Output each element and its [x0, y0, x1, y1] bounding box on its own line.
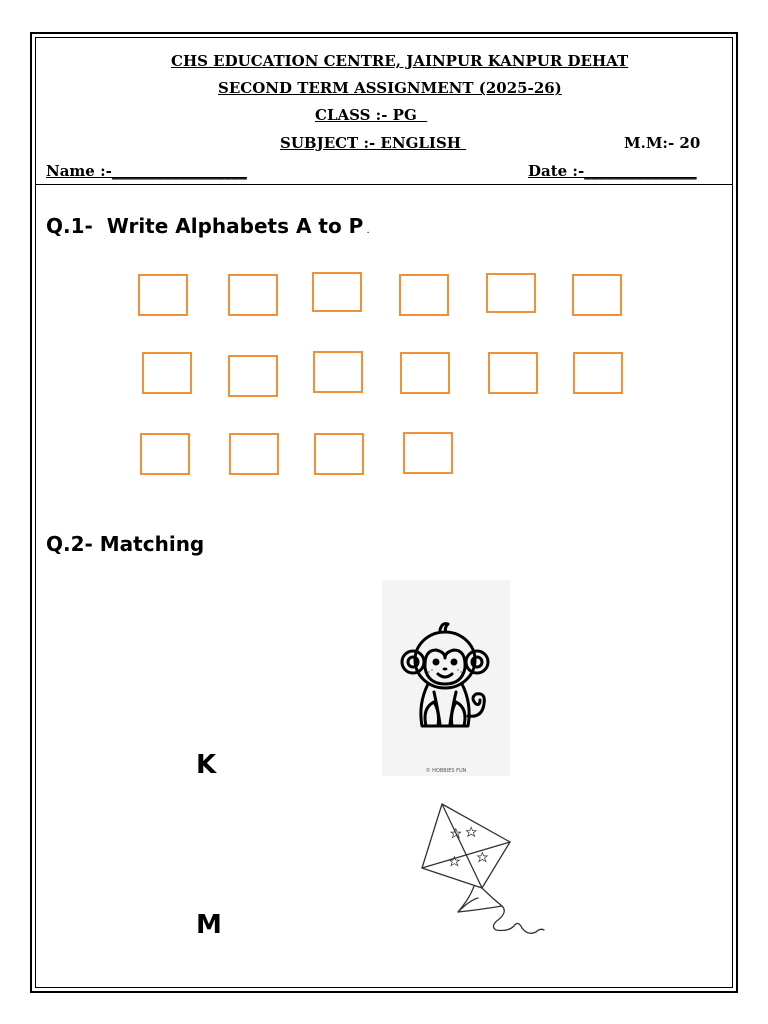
school-name: CHS EDUCATION CENTRE, JAINPUR KANPUR DEHAT	[171, 52, 629, 70]
answer-box[interactable]	[486, 273, 536, 313]
question-1-title: Q.1- Write Alphabets A to P .	[46, 214, 370, 238]
answer-box[interactable]	[142, 352, 192, 394]
question-2-title: Q.2- Matching	[46, 532, 205, 556]
answer-box[interactable]	[573, 352, 623, 394]
answer-box[interactable]	[140, 433, 190, 475]
matching-letter-k: K	[196, 750, 217, 780]
monkey-picture[interactable]	[382, 580, 510, 776]
answer-box[interactable]	[313, 351, 363, 393]
monkey-credit: © HOBBIES FUN	[425, 768, 467, 774]
answer-box[interactable]	[228, 355, 278, 397]
monkey-icon	[382, 580, 510, 776]
answer-box[interactable]	[488, 352, 538, 394]
answer-box[interactable]	[403, 432, 453, 474]
answer-box[interactable]	[399, 274, 449, 316]
answer-box[interactable]	[138, 274, 188, 316]
kite-icon	[418, 802, 548, 942]
class-label: CLASS :- PG	[315, 106, 428, 124]
assignment-title: SECOND TERM ASSIGNMENT (2025-26)	[218, 79, 562, 97]
answer-box[interactable]	[400, 352, 450, 394]
name-field: Name :-__________________	[46, 162, 247, 180]
answer-box[interactable]	[229, 433, 279, 475]
date-field: Date :-_______________	[528, 162, 697, 180]
subject-label: SUBJECT :- ENGLISH	[280, 134, 467, 152]
answer-box[interactable]	[572, 274, 622, 316]
matching-letter-m: M	[196, 910, 222, 940]
max-marks: M.M:- 20	[624, 134, 701, 152]
answer-box[interactable]	[312, 272, 362, 312]
answer-box[interactable]	[314, 433, 364, 475]
answer-box[interactable]	[228, 274, 278, 316]
header-divider	[36, 184, 732, 185]
kite-picture[interactable]	[418, 802, 548, 942]
